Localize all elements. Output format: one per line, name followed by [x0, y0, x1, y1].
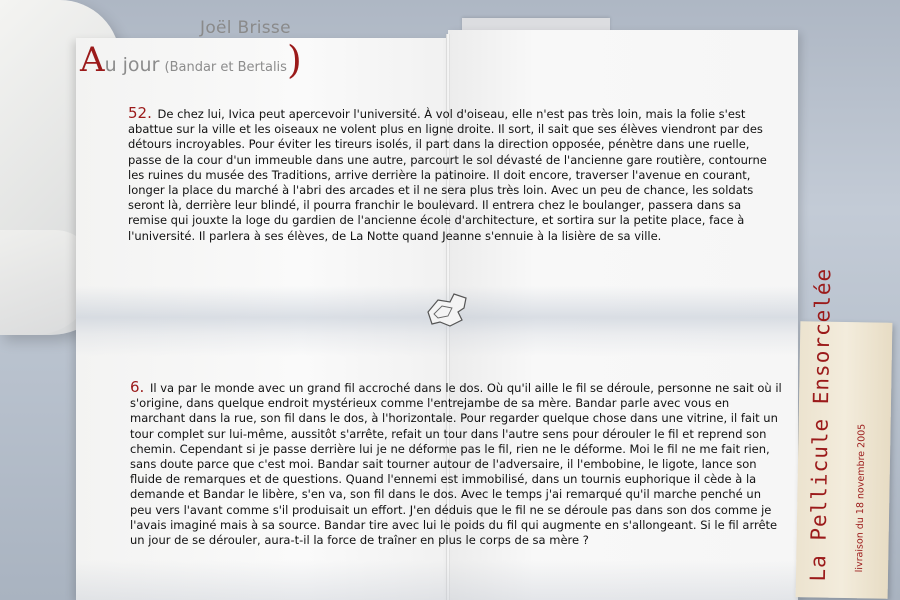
passage-text: De chez lui, Ivica peut apercevoir l'université. À vol d'oiseau, elle n'est pas très loin, mais la folie s'est abattue sur la ville et les oiseaux ne volent plus en ligne droite. Il sort, il sait que ses élèves viendront par des détours incroyables. Pour éviter les tireurs isolés, il part dans la direction opposée, pénètre dans une ruelle, passe de la cour d'un immeuble dans une autre, parcourt le sol dévasté de l'ancienne gare routière, contourne les ruines du musée des Traditions, arrive derrière la patinoire. Il doit encore, traverser l'avenue en courant, longer la place du marché à l'abri des arcades et il ne sera plus très loin. Avec un peu de chance, les soldats seront là, derrière leur blindé, il pourra franchir le boulevard. Il entrera chez le boulanger, passera dans sa remise qui jouxte la loge du gardien de l'ancienne école d'architecture, et sortira sur la petite place, face à l'université. Il parlera à ses élèves, de La Notte quand Jeanne s'ennuie à la lisière de sa ville.: [128, 107, 767, 243]
series-title: [80, 36, 302, 80]
passage-number: 52.: [128, 104, 152, 122]
author-name: Joël Brisse: [200, 18, 291, 38]
passage-text: Il va par le monde avec un grand fil accroché dans le dos. Où qu'il aille le fil se déroule, personne ne sait où il s'origine, dans quelque endroit mystérieux comme l'entrejambe de sa mère. Bandar parle avec vous en marchant dans la rue, son fil dans le dos, à l'horizontale. Pour regarder quelque chose dans une vitrine, il fait un tour complet sur lui-même, aussitôt s'arrête, refait un tour dans l'autre sens pour dérouler le fil et reprend son chemin. Cependant si je passe derrière lui je ne déforme pas le fil, rien ne le déforme. Moi le fil ne me fait rien, sans doute parce que c'est moi. Bandar sait tourner autour de l'adversaire, il l'embobine, le ligote, lance son fluide de remarques et de questions. Quand l'ennemi est immobilisé, dans un tournis euphorique il cède à la demande et Bandar le libère, s'en va, son fil dans le dos. Avec le temps j'ai remarqué qu'il marche penché un peu vers l'avant comme s'il produisait un effort. J'en déduis que le fil ne se déroule pas dans son dos comme je l'avais imaginé mais à sa source. Bandar tire avec lui le poids du fil qui augmente en s'allongeant. Si le fil arrête un jour de se dérouler, aura-t-il la force de traîner en plus le corps de sa mère ?: [130, 381, 782, 548]
page-bottom-shadow: [76, 560, 798, 600]
series-title-paren: ): [286, 38, 302, 82]
series-subtitle: (Bandar et Bertalis: [164, 60, 287, 75]
publication-title: La Pellicule Ensorcelée: [805, 267, 836, 582]
passage: [128, 106, 778, 244]
series-title-initial: A: [80, 40, 105, 80]
passage: [130, 380, 782, 548]
series-title-text: u jour: [104, 54, 160, 76]
passage-number: 6.: [130, 378, 145, 396]
paper-cutout-icon: [424, 292, 470, 328]
publication-date: livraison du 18 novembre 2005: [854, 423, 868, 573]
publication-label: [796, 267, 893, 599]
